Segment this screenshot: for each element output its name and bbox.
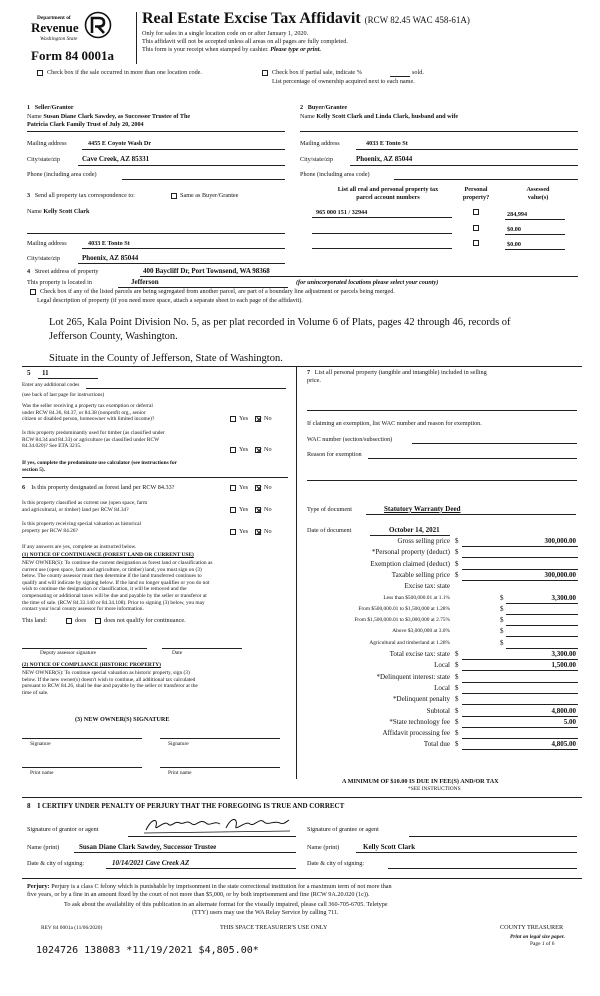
corr-name: Name Kelly Scott Clark (27, 208, 90, 215)
buyer-city: Phoenix, AZ 85044 (356, 155, 413, 163)
tax-row-currency: $ (500, 639, 504, 647)
wac-label: WAC number (section/subsection) (307, 436, 393, 443)
tax-row-value: 1,500.00 (551, 661, 576, 669)
sec5-codes-label: Enter any additional codes (22, 382, 80, 388)
notice1-text: NEW OWNER(S): To continue the current designation as forest land or classification as current use (open space, farm and agriculture, or timber) land, you must sign on (3) below. The county assessor must then determine if the land transferred continues to qualify and will indicate by signing below. If the land no longer qualifies or you do not wish to continue the designation or classification, it will be removed and the compensating or additional taxes will be due and payable by the seller or transferor at the time of sale. (RCW 84.33.140 or 84.34.108). Prior to signing (3) below, you may contact your local county assessor for more information. (22, 560, 213, 613)
tax-row-value: 5.00 (563, 718, 576, 726)
sec5-num: 5 (27, 369, 31, 377)
tax-row-value: 3,300.00 (551, 594, 576, 602)
doc-type-label: Type of document (307, 506, 352, 513)
owner-print-label-1: Print name (30, 770, 54, 776)
assessed-col-header: Assessed value(s) (526, 186, 550, 201)
situate-line: Situate in the County of Jefferson, State of Washington. (49, 353, 283, 364)
tax-row-label: Total due (423, 740, 450, 748)
buyer-heading: 2 Buyer/Grantee (300, 104, 348, 111)
current-use-yes-checkbox[interactable] (230, 507, 236, 513)
unincorporated-note: (for unincorporated locations please select your county) (296, 279, 439, 286)
dept-line1: Department of (37, 15, 71, 21)
request-line2: (TTY) users may use the WA Relay Service by calling 711. (192, 909, 339, 916)
current-use-no-label: No (264, 506, 272, 513)
buyer-city-label: City/state/zip (300, 156, 333, 163)
historic-no-label: No (264, 528, 272, 535)
q2-no-checkbox-checked[interactable] (255, 447, 261, 453)
assessed-value: 284,994 (507, 211, 528, 218)
sec6-if-yes: If any answers are yes, complete as instructed below. (22, 544, 137, 550)
doc-type: Statutory Warranty Deed (384, 505, 461, 513)
does-qualify-checkbox[interactable] (66, 618, 72, 624)
tax-row-value: 300,000.00 (544, 537, 576, 545)
tax-row-value: 4,800.00 (551, 707, 576, 715)
tax-row-label: *Delinquent penalty (393, 695, 450, 703)
tax-row-value: 3,300.00 (551, 650, 576, 658)
tax-row-currency: $ (500, 605, 504, 613)
grantee-name: Kelly Scott Clark (363, 843, 416, 851)
certify-heading: 8 I CERTIFY UNDER PENALTY OF PERJURY THAT THE FOREGOING IS TRUE AND CORRECT (27, 802, 345, 810)
doc-date: October 14, 2021 (389, 526, 440, 534)
deputy-sig-label: Deputy assessor signature (40, 650, 96, 656)
forest-yes-label: Yes (239, 484, 249, 491)
sec6-q3: Is this property receiving special valuation as historical property per RCW 84.26? (22, 521, 142, 534)
notice2-title: (2) NOTICE OF COMPLIANCE (HISTORIC PROPERTY) (22, 662, 161, 668)
seller-mail-label: Mailing address (27, 140, 67, 147)
tax-row-label: Less than $500,000.01 at 1.1% (383, 595, 450, 601)
owner-print-label-2: Print name (168, 770, 192, 776)
partial-sale-checkbox[interactable] (262, 70, 268, 76)
current-use-no-checkbox-checked[interactable] (255, 507, 261, 513)
tax-row-label: *Delinquent interest: state (376, 673, 450, 681)
corr-city: Phoenix, AZ 85044 (82, 254, 139, 262)
list-pct-label: List percentage of ownership acquired next to each name. (272, 78, 415, 85)
q2-yes-label: Yes (239, 446, 249, 453)
tax-row-currency: $ (455, 650, 459, 658)
sec5-code: 11 (42, 369, 49, 377)
does-not-qualify-checkbox[interactable] (95, 618, 101, 624)
tax-row-label: Taxable selling price (391, 571, 450, 579)
grantee-date-city-label: Date & city of signing: (307, 860, 365, 867)
sec5-q1: Was the seller receiving a property tax exemption or deferral under RCW 84.36, 84.37, or 84.38 (nonprofit org., senior citizen or disabled person, homeowner with limited income)? (22, 403, 155, 423)
tax-row-label: From $500,000.01 to $1,500,000 at 1.28% (358, 606, 450, 612)
sec5-codes-note: (see back of last page for instructions) (22, 392, 105, 398)
page-number: Page 1 of 6 (530, 941, 555, 947)
tax-row-label: *State technology fee (389, 718, 450, 726)
partial-sale-label: Check box if partial sale, indicate % (272, 69, 362, 76)
buyer-mail-label: Mailing address (300, 140, 340, 147)
corr-mail-label: Mailing address (27, 240, 67, 247)
grantor-date-city-label: Date & city of signing: (27, 860, 85, 867)
reason-label: Reason for exemption (307, 451, 362, 458)
multi-location-label: Check box if the sale occurred in more than one location code. (47, 69, 202, 76)
tax-row-currency: $ (455, 695, 459, 703)
perjury-line1: Perjury: Perjury is a class C felony which is punishable by imprisonment in the state correctional institution for a maximum term of not more than (27, 883, 392, 890)
perjury-line2: five years, or by a fine in an amount fixed by the court of not more than $5,000, or by both imprisonment and fine (RCW 9A.20.020 (1c)). (27, 891, 370, 898)
parcel-number: 965 000 151 / 32944 (316, 209, 368, 216)
sec5-q3: If yes, complete the predominate use calculator (see instructions for section 5). (22, 460, 177, 473)
tax-row-label: Total excise tax: state (389, 650, 450, 658)
header-line2: This affidavit will not be accepted unless all areas on all pages are fully completed. (142, 38, 348, 45)
boundary-label: Check box if any of the listed parcels are being segregated from another parcel, are part of a boundary line adjustment or parcels being merged. (40, 288, 395, 295)
boundary-checkbox[interactable] (30, 289, 36, 295)
treasurer-use-label: THIS SPACE TREASURER'S USE ONLY (220, 924, 328, 931)
tax-row-currency: $ (500, 594, 504, 602)
cashier-receipt-stamp: 1024726 138083 *11/19/2021 $4,805.00* (36, 945, 259, 956)
tax-row-currency: $ (455, 684, 459, 692)
historic-yes-checkbox[interactable] (230, 529, 236, 535)
grantor-signature (142, 814, 292, 836)
notice1-title: (1) NOTICE OF CONTINUANCE (FOREST LAND OR CURRENT USE) (22, 552, 194, 558)
corr-mail: 4033 E Tonto St (88, 240, 130, 247)
forest-yes-checkbox[interactable] (230, 485, 236, 491)
same-as-buyer-label: Same as Buyer/Grantee (180, 192, 239, 199)
street-address: 400 Baycliff Dr, Port Townsend, WA 98368 (143, 267, 270, 275)
forest-no-label: No (264, 484, 272, 491)
corr-city-label: City/state/zip (27, 255, 60, 262)
tax-row-label: *Personal property (deduct) (371, 548, 450, 556)
seller-name-line1: Name Susan Diane Clark Sawdey, as Successor Trustee of The (27, 113, 191, 120)
tax-row-currency: $ (455, 661, 459, 669)
q1-yes-checkbox[interactable] (230, 416, 236, 422)
assessed-value: $0.00 (507, 226, 521, 233)
form-number: Form 84 0001a (31, 48, 115, 63)
seller-heading: 1 Seller/Grantor (27, 104, 74, 111)
personal-col-header: Personal property? (462, 186, 490, 201)
parcel-col-header: List all real and personal property tax parcel account numbers (337, 186, 439, 201)
exemption-label: If claiming an exemption, list WAC number and reason for exemption. (307, 420, 482, 427)
tax-row-currency: $ (500, 627, 504, 635)
sec5-q2: Is this property predominantly used for timber (as classified under RCW 84.34 and 84.33) or agriculture (as classified under RCW 84.34.020)? See ETA 3215. (22, 430, 165, 450)
does-label: does (75, 617, 87, 624)
q1-no-checkbox-checked[interactable] (255, 416, 261, 422)
seller-name-line2: Patricia Clark Family Trust of July 20, 2004 (27, 121, 144, 128)
tax-row-label: Agricultural and timberland at 1.28% (369, 640, 450, 646)
tax-row-label: Affidavit processing fee (382, 729, 450, 737)
grantee-name-label: Name (print) (307, 844, 340, 851)
dept-line2: Revenue (31, 20, 79, 35)
sec6-q1: 6 Is this property designated as forest land per RCW 84.33? (22, 484, 175, 491)
sig-grantee-label: Signature of grantee or agent (307, 826, 379, 833)
forest-no-checkbox-checked[interactable] (255, 485, 261, 491)
rev-label: REV 84 0001a (11/06/2020) (41, 925, 103, 931)
tax-row-currency: $ (455, 729, 459, 737)
header-line1: Only for sales in a single location code on or after January 1, 2020. (142, 30, 309, 37)
buyer-mail: 4033 E Tonto St (366, 140, 408, 147)
tax-row-currency: $ (455, 560, 459, 568)
sec7-label: 7 List all personal property (tangible and intangible) included in selling price. (307, 369, 487, 384)
sig-grantor-label: Signature of grantor or agent (27, 826, 99, 833)
header-line3: This form is your receipt when stamped by cashier. Please type or print. (142, 46, 322, 53)
same-as-buyer-checkbox[interactable] (171, 193, 177, 199)
tax-row-label: Subtotal (426, 707, 450, 715)
buyer-phone-label: Phone (including area code) (300, 171, 370, 178)
tax-row-label: Local (434, 661, 450, 669)
sold-label: sold. (412, 69, 424, 76)
historic-yes-label: Yes (239, 528, 249, 535)
seller-city-label: City/state/zip (27, 156, 60, 163)
print-legal-note: Print on legal size paper. (510, 934, 565, 940)
deputy-date-label: Date (172, 650, 183, 656)
new-owner-sig-heading: (3) NEW OWNER(S) SIGNATURE (75, 716, 170, 723)
legal-description-line2: Jefferson County, Washington. (49, 331, 178, 342)
legal-description-line1: Lot 265, Kala Point Division No. 5, as per plat recorded in Volume 6 of Plats, pages 42 through 46, records of (49, 317, 511, 328)
tax-row-currency: $ (455, 673, 459, 681)
tax-row-currency: $ (455, 537, 459, 545)
county-treasurer-label: COUNTY TREASURER (500, 924, 564, 931)
street-label: 4 Street address of property (27, 268, 99, 275)
request-line1: To ask about the availability of this publication in an alternate format for the visually impaired, please call 360-705-6705. Teletype (64, 901, 388, 908)
form-title: Real Estate Excise Tax Affidavit (RCW 82.45 WAC 458-61A) (142, 10, 470, 27)
located-label: This property is located in (27, 279, 92, 286)
located-county: Jefferson (131, 278, 159, 286)
tax-row-currency: $ (455, 740, 459, 748)
tax-row-value: 300,000.00 (544, 571, 576, 579)
tax-row-currency: $ (455, 571, 459, 579)
tax-row-currency: $ (455, 707, 459, 715)
tax-row-label: Excise tax: state (404, 582, 450, 590)
q2-no-label: No (264, 446, 272, 453)
tax-row-currency: $ (455, 718, 459, 726)
tax-row-label: Local (434, 684, 450, 692)
personal-property-checkbox[interactable] (473, 240, 479, 246)
tax-row-label: Exemption claimed (deduct) (370, 560, 450, 568)
seller-phone-label: Phone (including area code) (27, 171, 97, 178)
tax-row-label: Gross selling price (397, 537, 450, 545)
buyer-name: Name Kelly Scott Clark and Linda Clark, husband and wife (300, 113, 459, 120)
tax-row-currency: $ (500, 616, 504, 624)
personal-property-checkbox[interactable] (473, 209, 479, 215)
minimum-due-note: A MINIMUM OF $10.00 IS DUE IN FEE(S) AND/OR TAX (342, 778, 499, 785)
legal-label: Legal description of property (if you need more space, attach a separate sheet to each page of the affidavit). (37, 297, 303, 304)
q1-no-label: No (264, 415, 272, 422)
multi-location-checkbox[interactable] (37, 70, 43, 76)
owner-signature-label-1: Signature (30, 741, 51, 747)
sec6-q2: Is this property classified as current use (open space, farm and agricultural, or timber) land per RCW 84.34? (22, 500, 148, 513)
grantor-name: Susan Diane Clark Sawdey, Successor Trustee (79, 843, 217, 851)
assessed-value: $0.00 (507, 241, 521, 248)
grantor-name-label: Name (print) (27, 844, 60, 851)
current-use-yes-label: Yes (239, 506, 249, 513)
dept-line3: Washington State (40, 36, 78, 42)
tax-row-currency: $ (455, 548, 459, 556)
personal-property-checkbox[interactable] (473, 225, 479, 231)
correspondence-heading: 3 Send all property tax correspondence to: (27, 192, 135, 199)
does-not-label: does not qualify for continuance. (104, 617, 186, 624)
see-instructions: *SEE INSTRUCTIONS (408, 786, 461, 792)
seller-mail: 4455 E Coyote Wash Dr (88, 140, 152, 147)
notice2-text: NEW OWNER(S): To continue special valuation as historic property, sign (3) below. If the new owner(s) doesn't wish to continue, all additional tax calculated pursuant to RCW 84.26, shall be due and payable by the seller or transferor at the time of sale. (22, 670, 198, 696)
doc-date-label: Date of document (307, 527, 352, 534)
q1-yes-label: Yes (239, 415, 249, 422)
tax-row-value: 4,805.00 (551, 740, 576, 748)
tax-row-label: Above $3,000,000 at 3.0% (392, 628, 450, 634)
grantor-date-city: 10/14/2021 Cave Creek AZ (112, 859, 190, 867)
seller-city: Cave Creek, AZ 85331 (82, 155, 150, 163)
owner-signature-label-2: Signature (168, 741, 189, 747)
this-land-label: This land: (22, 617, 47, 624)
q2-yes-checkbox[interactable] (230, 447, 236, 453)
dor-emblem-icon (84, 11, 112, 39)
tax-row-label: From $1,500,000.01 to $3,000,000 at 2.75% (354, 617, 450, 623)
historic-no-checkbox-checked[interactable] (255, 529, 261, 535)
